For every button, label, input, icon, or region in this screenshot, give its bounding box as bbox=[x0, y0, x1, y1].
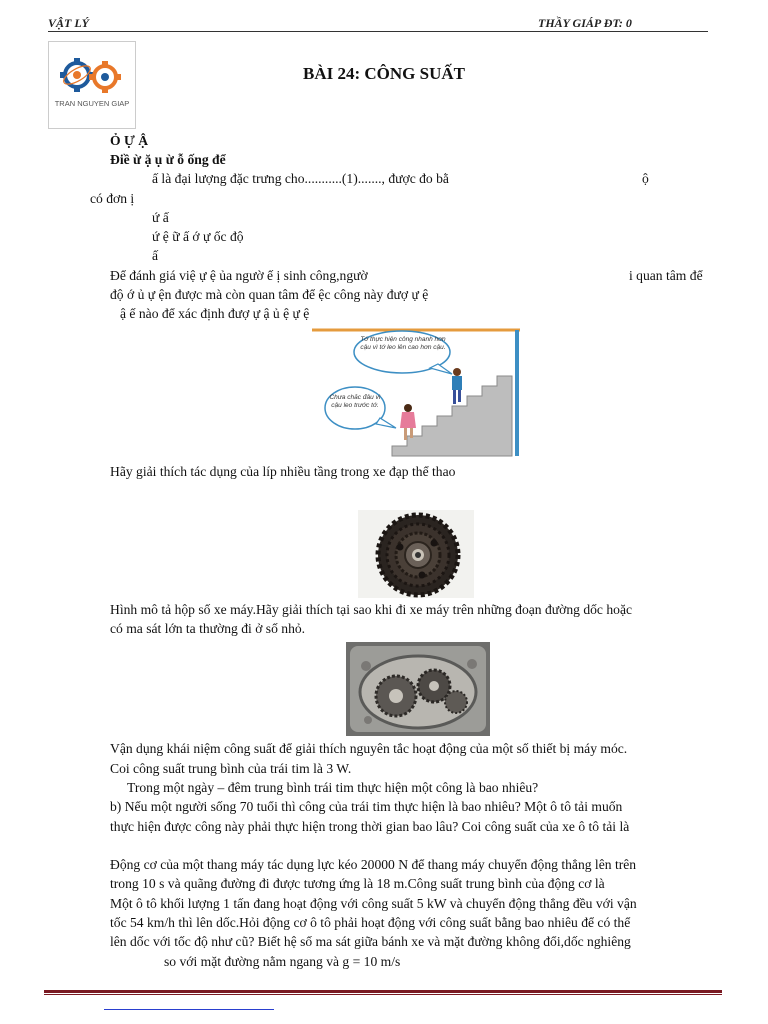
problem-line-3: Một ô tô khối lượng 1 tấn đang hoạt động với công suất 5 kW và chuyển động thẳng đều với vận bbox=[110, 896, 637, 911]
intro-line-6: ấ bbox=[152, 248, 159, 263]
problem-line-4: tốc 54 km/h thì lên dốc.Hỏi động cơ ô tô phải hoạt động với công suất bằng bao nhiêu để có thể bbox=[110, 915, 631, 930]
intro-line-4: ứ ấ bbox=[152, 210, 169, 225]
sprocket-photo bbox=[358, 510, 474, 598]
gearbox-photo bbox=[346, 642, 490, 736]
logo bbox=[48, 41, 136, 129]
speech-bubble-2: Chưa chắc đâu vì cậu leo trước tớ. bbox=[329, 394, 381, 409]
footer-rule bbox=[44, 990, 722, 993]
question-bicycle: Hãy giải thích tác dụng của líp nhiều tầng trong xe đạp thể thao bbox=[110, 464, 456, 479]
logo-caption: TRAN NGUYEN GIAP bbox=[54, 99, 130, 108]
page-title: BÀI 24: CÔNG SUẤT bbox=[303, 64, 465, 83]
intro-line-8: độ ớ ủ ự ện được mà còn quan tâm để ệc công này đượ ự ệ bbox=[110, 287, 429, 302]
header-subject: VẬT LÝ bbox=[48, 16, 89, 30]
apply-line-2: Coi công suất trung bình của trái tim là 3 W. bbox=[110, 761, 352, 776]
stairs-illustration bbox=[312, 328, 520, 458]
problem-line-2: trong 10 s và quãng đường đi được tương ứng là 18 m.Công suất trung bình của động cơ là bbox=[110, 876, 605, 891]
logo-gears-icon bbox=[49, 42, 135, 128]
question-motorbike-line-1: Hình mô tả hộp số xe máy.Hãy giải thích tại sao khi đi xe máy trên những đoạn đường dốc hoặc bbox=[110, 602, 633, 617]
intro-line-7: Để đánh giá việ ự ệ ủa ngườ ế ị sinh công,ngườ bbox=[110, 268, 368, 283]
problem-line-1: Động cơ của một thang máy tác dụng lực kéo 20000 N để thang máy chuyển động thẳng lên trên bbox=[110, 857, 637, 872]
intro-line-1: Điề ừ ặ ụ ừ ỗ ống để bbox=[110, 152, 226, 167]
header-teacher: THẦY GIÁP ĐT: 0 bbox=[538, 16, 632, 30]
question-motorbike-line-2: có ma sát lớn ta thường đi ở số nhỏ. bbox=[110, 621, 306, 636]
problem-line-6: so với mặt đường nằm ngang và g = 10 m/s bbox=[164, 954, 401, 969]
header-rule bbox=[48, 31, 708, 32]
intro-line-5: ứ ệ ữ ấ ớ ự ốc độ bbox=[152, 229, 244, 244]
problem-line-5: lên dốc với tốc độ như cũ? Biết hệ số ma sát giữa bánh xe và mặt đường không đổi,dốc nghiêng bbox=[110, 934, 631, 949]
intro-line-2b: ộ bbox=[642, 171, 649, 186]
apply-line-5: thực hiện được công này phải thực hiện trong thời gian bao lâu? Coi công suất của xe ô tô tải là bbox=[110, 819, 630, 834]
intro-line-2: ấ là đại lượng đặc trưng cho...........(1)......., được đo bằ bbox=[152, 171, 449, 186]
intro-line-3: có đơn ị bbox=[90, 191, 135, 206]
intro-line-7b: i quan tâm để bbox=[629, 268, 703, 283]
section-heading: Ỏ Ự Ậ bbox=[110, 133, 149, 148]
apply-line-3: Trong một ngày – đêm trung bình trái tim thực hiện một công là bao nhiêu? bbox=[127, 780, 539, 795]
apply-line-1: Vận dụng khái niệm công suất để giải thích nguyên tắc hoạt động của một số thiết bị máy móc. bbox=[110, 741, 628, 756]
intro-line-9: ậ ế nào để xác định đượ ự ậ ủ ệ ự ệ bbox=[120, 306, 310, 321]
footer-rule-thin bbox=[44, 994, 722, 995]
speech-bubble-1: Tớ thực hiện công nhanh hơn cậu vì tớ leo lên cao hơn cậu. bbox=[360, 336, 446, 351]
apply-line-4: b) Nếu một người sống 70 tuổi thì công của trái tim thực hiện là bao nhiêu? Một ô tô tải muốn bbox=[110, 799, 623, 814]
footer-link[interactable] bbox=[104, 1009, 274, 1010]
